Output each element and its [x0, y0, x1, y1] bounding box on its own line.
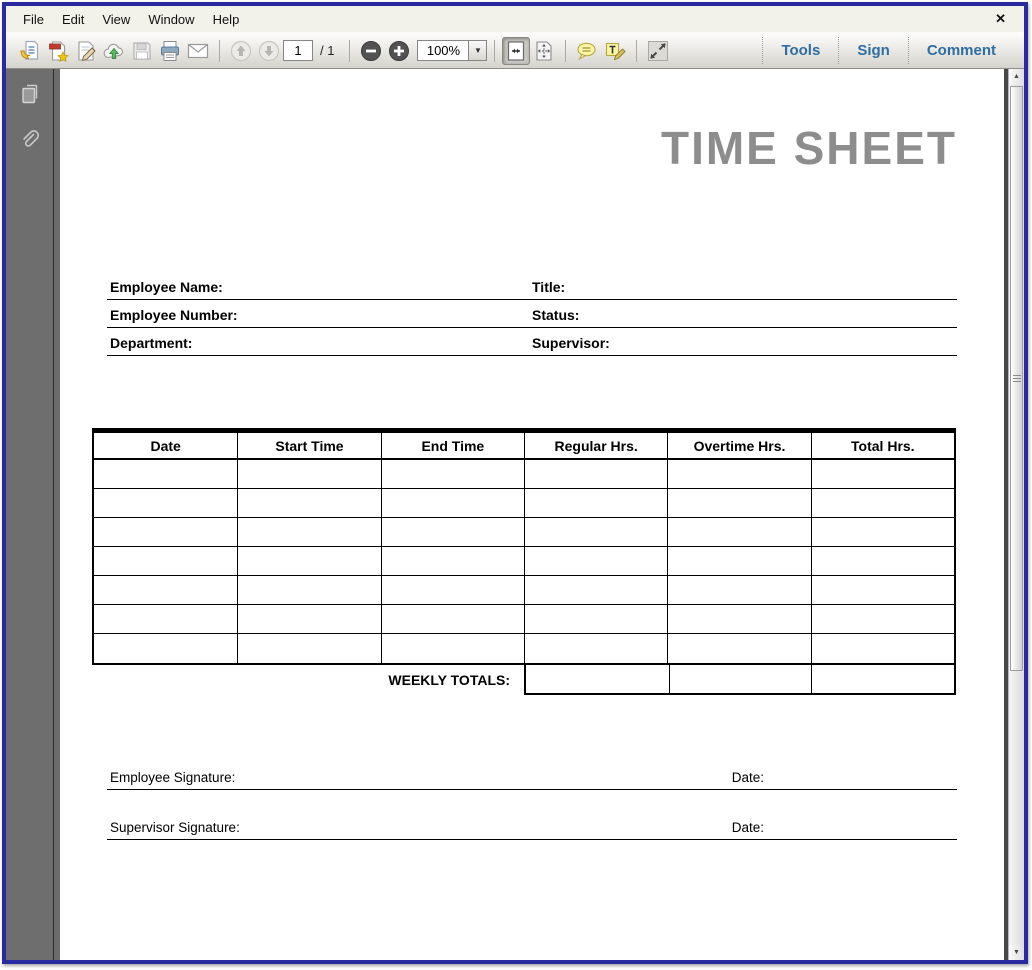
table-cell — [524, 460, 667, 489]
col-header-start-time: Start Time — [237, 433, 380, 460]
toolbar — [6, 32, 1024, 69]
table-cell — [524, 605, 667, 634]
paperclip-icon — [18, 128, 42, 152]
department-label: Department: — [110, 335, 193, 351]
chevron-down-icon: ▼ — [474, 46, 482, 55]
table-cell — [237, 605, 380, 634]
fit-page-button[interactable] — [530, 37, 558, 65]
document-title: TIME SHEET — [660, 122, 957, 174]
table-cell — [667, 576, 810, 605]
text-callout-icon — [603, 39, 627, 63]
zoom-level-control — [417, 40, 487, 61]
table-cell — [94, 576, 237, 605]
table-cell — [94, 518, 237, 547]
close-icon[interactable]: ✕ — [995, 11, 1006, 26]
table-cell — [811, 576, 954, 605]
menu-window[interactable]: Window — [148, 11, 195, 27]
totals-total-cell — [811, 665, 954, 693]
menu-view[interactable]: View — [102, 11, 131, 27]
toolbar-separator — [219, 40, 220, 62]
employee-number-label: Employee Number: — [110, 307, 238, 323]
page-number-input[interactable] — [283, 40, 313, 61]
weekly-totals-label: WEEKLY TOTALS: — [388, 672, 510, 688]
previous-page-button[interactable] — [227, 37, 255, 65]
table-header-row — [94, 433, 954, 460]
table-cell — [524, 576, 667, 605]
highlight-text-button[interactable] — [601, 37, 629, 65]
pdf-page — [60, 69, 1004, 960]
table-cell — [524, 489, 667, 518]
col-header-end-time: End Time — [381, 433, 524, 460]
table-cell — [667, 605, 810, 634]
create-pdf-button[interactable] — [44, 37, 72, 65]
zoom-out-button[interactable] — [357, 37, 385, 65]
totals-regular-cell — [526, 665, 669, 693]
add-sticky-note-button[interactable] — [573, 37, 601, 65]
table-cell — [381, 460, 524, 489]
attachments-button[interactable] — [15, 125, 45, 155]
table-row — [94, 489, 954, 518]
timesheet-grid — [92, 428, 956, 665]
table-cell — [667, 460, 810, 489]
col-header-overtime-hrs: Overtime Hrs. — [667, 433, 810, 460]
scrollbar-grip-icon — [1013, 373, 1021, 384]
employee-date-label: Date: — [731, 770, 765, 785]
minus-circle-icon — [359, 39, 383, 63]
comment-bubble-icon — [575, 39, 599, 63]
fit-width-button[interactable] — [502, 37, 530, 65]
table-cell — [811, 634, 954, 663]
page-count-label: / 1 — [320, 43, 335, 58]
employee-info-section — [107, 272, 957, 356]
comment-button[interactable]: Comment — [908, 37, 1014, 64]
supervisor-label: Supervisor: — [532, 335, 610, 351]
table-row — [94, 547, 954, 576]
table-cell — [524, 518, 667, 547]
plus-circle-icon — [387, 39, 411, 63]
table-cell — [667, 489, 810, 518]
cloud-upload-button[interactable] — [100, 37, 128, 65]
table-cell — [667, 547, 810, 576]
table-cell — [811, 518, 954, 547]
up-arrow-circle-icon — [229, 39, 253, 63]
scroll-up-icon: ▲ — [1013, 73, 1020, 80]
table-cell — [94, 634, 237, 663]
employee-name-label: Employee Name: — [110, 279, 223, 295]
info-row — [107, 300, 957, 328]
menu-edit[interactable]: Edit — [61, 11, 85, 27]
reading-mode-button[interactable] — [644, 37, 672, 65]
toolbar-separator — [636, 40, 637, 62]
table-cell — [237, 518, 380, 547]
navigation-pane — [6, 69, 54, 960]
table-cell — [237, 489, 380, 518]
open-file-icon — [18, 39, 42, 63]
table-cell — [381, 518, 524, 547]
scroll-up-button[interactable] — [1009, 69, 1024, 84]
fit-page-icon — [532, 39, 556, 63]
timesheet-table — [92, 428, 956, 695]
zoom-in-button[interactable] — [385, 37, 413, 65]
scrollbar-thumb[interactable] — [1010, 86, 1023, 671]
zoom-level-value[interactable]: 100% — [417, 40, 469, 61]
menu-bar — [6, 6, 1024, 32]
scrollbar-track[interactable] — [1009, 84, 1024, 945]
title-label: Title: — [532, 279, 566, 295]
pages-icon — [18, 82, 42, 106]
menu-file[interactable]: File — [23, 11, 44, 27]
zoom-dropdown-button[interactable] — [469, 40, 487, 61]
vertical-scrollbar[interactable] — [1008, 69, 1024, 960]
totals-overtime-cell — [669, 665, 812, 693]
toolbar-separator — [565, 40, 566, 62]
pdf-reader-window — [2, 2, 1028, 964]
col-header-regular-hrs: Regular Hrs. — [524, 433, 667, 460]
table-cell — [667, 634, 810, 663]
down-arrow-circle-icon — [257, 39, 281, 63]
supervisor-signature-label: Supervisor Signature: — [110, 820, 240, 835]
status-label: Status: — [532, 307, 580, 323]
envelope-icon — [186, 39, 210, 63]
table-cell — [94, 605, 237, 634]
scroll-down-button[interactable] — [1009, 945, 1024, 960]
create-pdf-icon — [46, 39, 70, 63]
sign-button[interactable]: Sign — [838, 37, 908, 64]
table-cell — [94, 547, 237, 576]
printer-icon — [158, 39, 182, 63]
table-row — [94, 460, 954, 489]
email-button[interactable] — [184, 37, 212, 65]
pen-document-icon — [74, 39, 98, 63]
table-cell — [94, 460, 237, 489]
supervisor-date-label: Date: — [731, 820, 765, 835]
table-row — [94, 518, 954, 547]
toolbar-separator — [494, 40, 495, 62]
table-cell — [237, 460, 380, 489]
table-cell — [524, 547, 667, 576]
table-cell — [381, 547, 524, 576]
table-cell — [811, 460, 954, 489]
table-cell — [94, 489, 237, 518]
table-cell — [811, 605, 954, 634]
save-floppy-icon — [130, 39, 154, 63]
save-button[interactable] — [128, 37, 156, 65]
weekly-totals-row — [92, 665, 956, 695]
table-cell — [667, 518, 810, 547]
weekly-totals-cells — [524, 665, 956, 695]
table-cell — [237, 576, 380, 605]
table-cell — [811, 547, 954, 576]
table-cell — [237, 634, 380, 663]
print-button[interactable] — [156, 37, 184, 65]
employee-signature-row — [107, 762, 957, 790]
table-cell — [381, 634, 524, 663]
table-row — [94, 605, 954, 634]
toolbar-separator — [349, 40, 350, 62]
toolbar-panel-buttons — [762, 37, 1014, 64]
info-row — [107, 272, 957, 300]
page-thumbnails-button[interactable] — [15, 79, 45, 109]
menu-help[interactable]: Help — [212, 11, 240, 27]
fit-width-icon — [504, 39, 528, 63]
sign-document-button[interactable] — [72, 37, 100, 65]
cloud-upload-icon — [102, 39, 126, 63]
info-row — [107, 328, 957, 356]
next-page-button[interactable] — [255, 37, 283, 65]
supervisor-signature-row — [107, 812, 957, 840]
col-header-date: Date — [94, 433, 237, 460]
table-cell — [811, 489, 954, 518]
table-cell — [237, 547, 380, 576]
diagonal-arrows-icon — [646, 39, 670, 63]
col-header-total-hrs: Total Hrs. — [811, 433, 954, 460]
table-cell — [381, 605, 524, 634]
tools-button[interactable]: Tools — [762, 37, 838, 64]
table-row — [94, 634, 954, 663]
table-row — [94, 576, 954, 605]
table-cell — [524, 634, 667, 663]
table-cell — [381, 576, 524, 605]
open-recent-file-button[interactable] — [16, 37, 44, 65]
employee-signature-label: Employee Signature: — [110, 770, 236, 785]
scroll-down-icon: ▼ — [1013, 949, 1020, 956]
content-area — [6, 69, 1024, 960]
table-cell — [381, 489, 524, 518]
